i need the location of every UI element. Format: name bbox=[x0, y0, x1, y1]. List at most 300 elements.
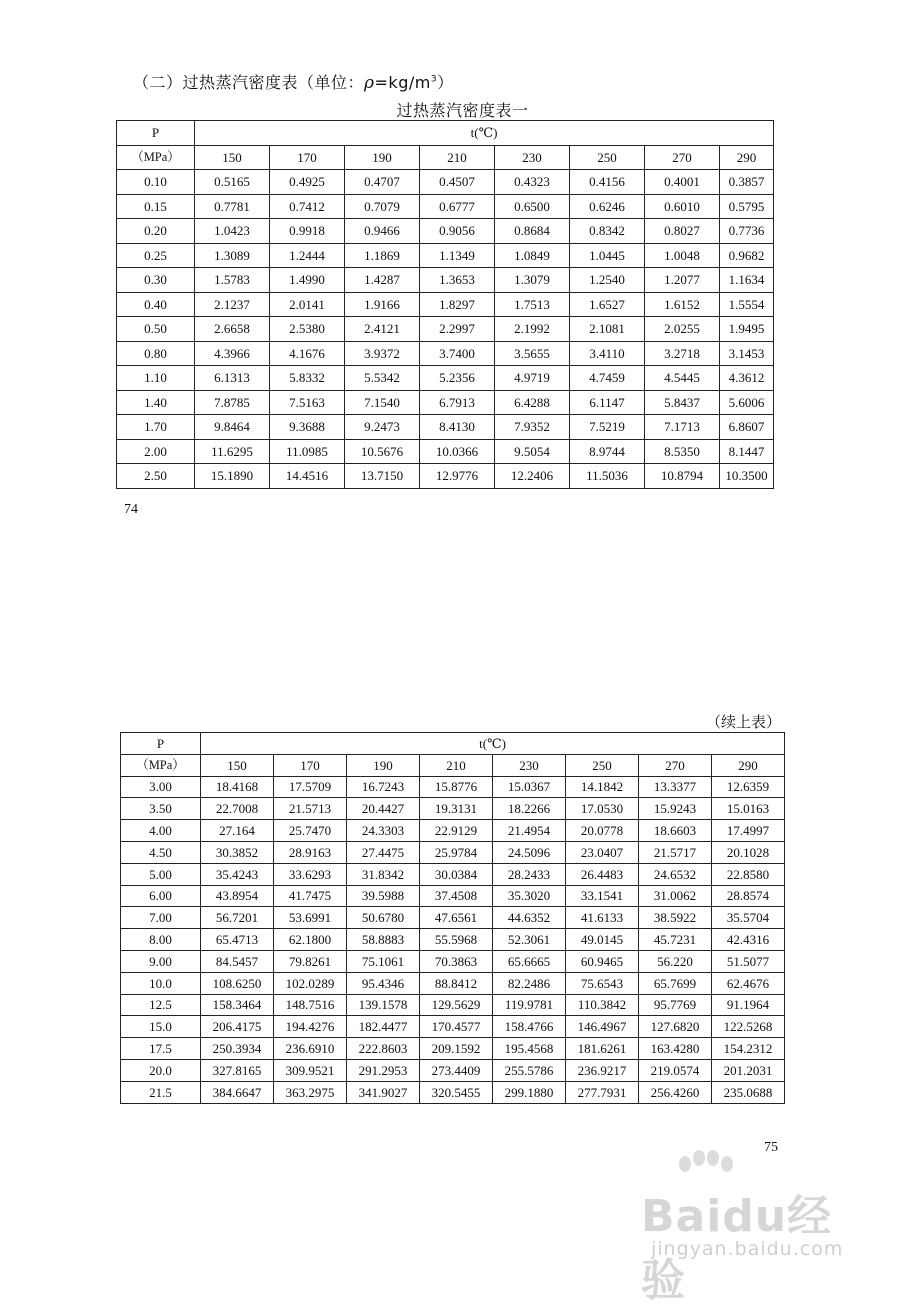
density-cell: 18.2266 bbox=[493, 798, 566, 820]
pressure-cell: 12.5 bbox=[121, 994, 201, 1016]
density-cell: 1.2540 bbox=[570, 268, 645, 293]
pressure-cell: 15.0 bbox=[121, 1016, 201, 1038]
table-row bbox=[117, 292, 774, 317]
density-cell: 1.7513 bbox=[495, 292, 570, 317]
density-cell: 17.0530 bbox=[566, 798, 639, 820]
density-cell: 0.9682 bbox=[720, 243, 774, 268]
density-cell: 18.6603 bbox=[639, 820, 712, 842]
density-cell: 24.5096 bbox=[493, 841, 566, 863]
density-cell: 236.6910 bbox=[274, 1038, 347, 1060]
density-cell: 0.3857 bbox=[720, 170, 774, 195]
density-cell: 31.8342 bbox=[347, 863, 420, 885]
density-cell: 8.9744 bbox=[570, 439, 645, 464]
pressure-cell: 4.50 bbox=[121, 841, 201, 863]
density-cell: 1.8297 bbox=[420, 292, 495, 317]
density-cell: 2.5380 bbox=[270, 317, 345, 342]
density-cell: 2.4121 bbox=[345, 317, 420, 342]
density-cell: 236.9217 bbox=[566, 1059, 639, 1081]
density-cell: 4.9719 bbox=[495, 366, 570, 391]
density-cell: 1.6527 bbox=[570, 292, 645, 317]
temp-header-cell: 290 bbox=[712, 754, 785, 776]
density-cell: 65.4713 bbox=[201, 929, 274, 951]
pressure-cell: 7.00 bbox=[121, 907, 201, 929]
table1-body bbox=[117, 121, 774, 489]
density-cell: 0.9466 bbox=[345, 219, 420, 244]
density-cell: 3.1453 bbox=[720, 341, 774, 366]
density-cell: 181.6261 bbox=[566, 1038, 639, 1060]
density-cell: 15.8776 bbox=[420, 776, 493, 798]
density-cell: 15.1890 bbox=[195, 464, 270, 489]
density-cell: 17.4997 bbox=[712, 820, 785, 842]
table-row bbox=[117, 170, 774, 195]
density-cell: 27.164 bbox=[201, 820, 274, 842]
density-cell: 148.7516 bbox=[274, 994, 347, 1016]
density-cell: 0.4707 bbox=[345, 170, 420, 195]
p-label: P bbox=[121, 733, 201, 755]
density-cell: 255.5786 bbox=[493, 1059, 566, 1081]
temp-header-cell: 150 bbox=[195, 145, 270, 170]
density-cell: 33.6293 bbox=[274, 863, 347, 885]
density-cell: 250.3934 bbox=[201, 1038, 274, 1060]
temp-header-cell: 210 bbox=[420, 754, 493, 776]
t-label: t(℃) bbox=[195, 121, 774, 146]
density-cell: 11.6295 bbox=[195, 439, 270, 464]
density-cell: 37.4508 bbox=[420, 885, 493, 907]
density-cell: 15.0163 bbox=[712, 798, 785, 820]
density-cell: 9.8464 bbox=[195, 415, 270, 440]
density-cell: 7.5163 bbox=[270, 390, 345, 415]
density-cell: 3.4110 bbox=[570, 341, 645, 366]
density-cell: 6.4288 bbox=[495, 390, 570, 415]
density-cell: 127.6820 bbox=[639, 1016, 712, 1038]
density-cell: 0.6777 bbox=[420, 194, 495, 219]
density-cell: 24.6532 bbox=[639, 863, 712, 885]
density-cell: 1.4990 bbox=[270, 268, 345, 293]
density-cell: 20.4427 bbox=[347, 798, 420, 820]
pressure-cell: 1.10 bbox=[117, 366, 195, 391]
density-cell: 3.5655 bbox=[495, 341, 570, 366]
density-cell: 91.1964 bbox=[712, 994, 785, 1016]
density-cell: 11.0985 bbox=[270, 439, 345, 464]
rho-symbol: ρ bbox=[364, 73, 375, 93]
density-cell: 4.3966 bbox=[195, 341, 270, 366]
table-row bbox=[121, 885, 785, 907]
density-cell: 56.220 bbox=[639, 950, 712, 972]
density-cell: 28.8574 bbox=[712, 885, 785, 907]
density-cell: 4.7459 bbox=[570, 366, 645, 391]
density-cell: 75.6543 bbox=[566, 972, 639, 994]
table-row bbox=[117, 464, 774, 489]
table-row bbox=[117, 415, 774, 440]
table-row bbox=[121, 798, 785, 820]
page-number-74: 74 bbox=[124, 502, 138, 517]
density-cell: 49.0145 bbox=[566, 929, 639, 951]
density-cell: 5.2356 bbox=[420, 366, 495, 391]
pressure-cell: 5.00 bbox=[121, 863, 201, 885]
density-cell: 43.8954 bbox=[201, 885, 274, 907]
density-cell: 9.3688 bbox=[270, 415, 345, 440]
density-cell: 82.2486 bbox=[493, 972, 566, 994]
table2-body bbox=[121, 733, 785, 1104]
temp-header-cell: 230 bbox=[493, 754, 566, 776]
density-cell: 95.7769 bbox=[639, 994, 712, 1016]
density-cell: 6.1147 bbox=[570, 390, 645, 415]
density-cell: 56.7201 bbox=[201, 907, 274, 929]
table1-header-row-2 bbox=[117, 145, 774, 170]
pressure-cell: 10.0 bbox=[121, 972, 201, 994]
density-cell: 341.9027 bbox=[347, 1081, 420, 1103]
density-cell: 21.4954 bbox=[493, 820, 566, 842]
density-cell: 0.4507 bbox=[420, 170, 495, 195]
density-cell: 1.1869 bbox=[345, 243, 420, 268]
density-cell: 2.2997 bbox=[420, 317, 495, 342]
density-cell: 10.3500 bbox=[720, 464, 774, 489]
pressure-cell: 17.5 bbox=[121, 1038, 201, 1060]
density-cell: 1.0445 bbox=[570, 243, 645, 268]
density-cell: 39.5988 bbox=[347, 885, 420, 907]
density-cell: 35.5704 bbox=[712, 907, 785, 929]
density-cell: 25.7470 bbox=[274, 820, 347, 842]
density-cell: 12.2406 bbox=[495, 464, 570, 489]
density-cell: 62.1800 bbox=[274, 929, 347, 951]
section-heading bbox=[133, 70, 454, 93]
density-cell: 30.3852 bbox=[201, 841, 274, 863]
heading-prefix: （二）过热蒸汽密度表（单位： bbox=[133, 73, 365, 92]
density-cell: 0.4323 bbox=[495, 170, 570, 195]
heading-unit: =kg/m bbox=[374, 73, 431, 92]
density-cell: 14.1842 bbox=[566, 776, 639, 798]
density-table-2 bbox=[120, 732, 785, 1104]
density-cell: 22.9129 bbox=[420, 820, 493, 842]
density-cell: 41.7475 bbox=[274, 885, 347, 907]
table-row bbox=[117, 390, 774, 415]
p-unit: （MPa） bbox=[121, 754, 201, 776]
density-cell: 95.4346 bbox=[347, 972, 420, 994]
density-cell: 219.0574 bbox=[639, 1059, 712, 1081]
density-cell: 17.5709 bbox=[274, 776, 347, 798]
p-label: P bbox=[117, 121, 195, 146]
pressure-cell: 3.00 bbox=[121, 776, 201, 798]
table-row bbox=[121, 841, 785, 863]
density-cell: 88.8412 bbox=[420, 972, 493, 994]
page-number-75: 75 bbox=[764, 1140, 778, 1155]
temp-header-cell: 270 bbox=[645, 145, 720, 170]
density-cell: 65.7699 bbox=[639, 972, 712, 994]
table-row bbox=[121, 972, 785, 994]
density-cell: 0.4156 bbox=[570, 170, 645, 195]
density-cell: 299.1880 bbox=[493, 1081, 566, 1103]
density-cell: 7.8785 bbox=[195, 390, 270, 415]
density-cell: 35.3020 bbox=[493, 885, 566, 907]
density-cell: 7.1540 bbox=[345, 390, 420, 415]
density-cell: 19.3131 bbox=[420, 798, 493, 820]
density-cell: 3.2718 bbox=[645, 341, 720, 366]
density-cell: 15.0367 bbox=[493, 776, 566, 798]
density-cell: 10.8794 bbox=[645, 464, 720, 489]
density-cell: 102.0289 bbox=[274, 972, 347, 994]
density-cell: 12.6359 bbox=[712, 776, 785, 798]
density-cell: 108.6250 bbox=[201, 972, 274, 994]
density-cell: 28.9163 bbox=[274, 841, 347, 863]
density-cell: 11.5036 bbox=[570, 464, 645, 489]
density-cell: 122.5268 bbox=[712, 1016, 785, 1038]
density-cell: 28.2433 bbox=[493, 863, 566, 885]
table-row bbox=[121, 820, 785, 842]
table-row bbox=[121, 994, 785, 1016]
table1-header-row-1 bbox=[117, 121, 774, 146]
density-cell: 320.5455 bbox=[420, 1081, 493, 1103]
density-cell: 2.1237 bbox=[195, 292, 270, 317]
density-cell: 14.4516 bbox=[270, 464, 345, 489]
density-cell: 291.2953 bbox=[347, 1059, 420, 1081]
table-row bbox=[121, 1081, 785, 1103]
pressure-cell: 0.50 bbox=[117, 317, 195, 342]
pressure-cell: 0.30 bbox=[117, 268, 195, 293]
density-cell: 1.3653 bbox=[420, 268, 495, 293]
density-cell: 52.3061 bbox=[493, 929, 566, 951]
density-cell: 22.7008 bbox=[201, 798, 274, 820]
heading-unit-exponent: 3 bbox=[430, 74, 438, 85]
density-cell: 38.5922 bbox=[639, 907, 712, 929]
density-cell: 84.5457 bbox=[201, 950, 274, 972]
density-cell: 163.4280 bbox=[639, 1038, 712, 1060]
temp-header-cell: 170 bbox=[270, 145, 345, 170]
density-cell: 154.2312 bbox=[712, 1038, 785, 1060]
pressure-cell: 0.25 bbox=[117, 243, 195, 268]
density-cell: 26.4483 bbox=[566, 863, 639, 885]
density-cell: 10.5676 bbox=[345, 439, 420, 464]
density-cell: 41.6133 bbox=[566, 907, 639, 929]
pressure-cell: 1.70 bbox=[117, 415, 195, 440]
density-cell: 21.5717 bbox=[639, 841, 712, 863]
pressure-cell: 9.00 bbox=[121, 950, 201, 972]
pressure-cell: 20.0 bbox=[121, 1059, 201, 1081]
density-cell: 5.8332 bbox=[270, 366, 345, 391]
temp-header-cell: 250 bbox=[570, 145, 645, 170]
density-cell: 3.9372 bbox=[345, 341, 420, 366]
density-table-1 bbox=[116, 120, 774, 489]
density-cell: 53.6991 bbox=[274, 907, 347, 929]
density-cell: 0.9056 bbox=[420, 219, 495, 244]
pressure-cell: 21.5 bbox=[121, 1081, 201, 1103]
density-cell: 4.1676 bbox=[270, 341, 345, 366]
table-row bbox=[121, 950, 785, 972]
table-row bbox=[121, 1038, 785, 1060]
density-cell: 0.7781 bbox=[195, 194, 270, 219]
pressure-cell: 0.10 bbox=[117, 170, 195, 195]
density-cell: 50.6780 bbox=[347, 907, 420, 929]
table-row bbox=[117, 366, 774, 391]
density-cell: 3.7400 bbox=[420, 341, 495, 366]
density-cell: 31.0062 bbox=[639, 885, 712, 907]
density-cell: 13.7150 bbox=[345, 464, 420, 489]
density-cell: 5.5342 bbox=[345, 366, 420, 391]
density-cell: 201.2031 bbox=[712, 1059, 785, 1081]
density-cell: 44.6352 bbox=[493, 907, 566, 929]
density-cell: 129.5629 bbox=[420, 994, 493, 1016]
density-cell: 1.9166 bbox=[345, 292, 420, 317]
table-row bbox=[121, 863, 785, 885]
pressure-cell: 0.40 bbox=[117, 292, 195, 317]
continued-label: （续上表） bbox=[706, 713, 782, 731]
density-cell: 7.5219 bbox=[570, 415, 645, 440]
density-cell: 35.4243 bbox=[201, 863, 274, 885]
density-cell: 1.0423 bbox=[195, 219, 270, 244]
density-cell: 20.1028 bbox=[712, 841, 785, 863]
density-cell: 0.5165 bbox=[195, 170, 270, 195]
density-cell: 0.8342 bbox=[570, 219, 645, 244]
density-cell: 75.1061 bbox=[347, 950, 420, 972]
density-cell: 1.1634 bbox=[720, 268, 774, 293]
table-row bbox=[121, 1016, 785, 1038]
temp-header-cell: 270 bbox=[639, 754, 712, 776]
density-cell: 0.7079 bbox=[345, 194, 420, 219]
density-cell: 33.1541 bbox=[566, 885, 639, 907]
density-cell: 13.3377 bbox=[639, 776, 712, 798]
density-cell: 0.6500 bbox=[495, 194, 570, 219]
temp-header-cell: 170 bbox=[274, 754, 347, 776]
pressure-cell: 0.15 bbox=[117, 194, 195, 219]
density-cell: 235.0688 bbox=[712, 1081, 785, 1103]
density-cell: 55.5968 bbox=[420, 929, 493, 951]
density-cell: 22.8580 bbox=[712, 863, 785, 885]
density-cell: 15.9243 bbox=[639, 798, 712, 820]
density-cell: 6.7913 bbox=[420, 390, 495, 415]
density-cell: 327.8165 bbox=[201, 1059, 274, 1081]
temp-header-cell: 290 bbox=[720, 145, 774, 170]
pressure-cell: 1.40 bbox=[117, 390, 195, 415]
temp-header-cell: 250 bbox=[566, 754, 639, 776]
pressure-cell: 2.50 bbox=[117, 464, 195, 489]
baidu-logo: Baidu经验 bbox=[641, 1191, 833, 1306]
density-cell: 1.6152 bbox=[645, 292, 720, 317]
density-cell: 18.4168 bbox=[201, 776, 274, 798]
table-row bbox=[117, 268, 774, 293]
density-cell: 8.1447 bbox=[720, 439, 774, 464]
p-unit: （MPa） bbox=[117, 145, 195, 170]
density-cell: 9.2473 bbox=[345, 415, 420, 440]
density-cell: 0.7412 bbox=[270, 194, 345, 219]
temp-header-cell: 150 bbox=[201, 754, 274, 776]
density-cell: 158.3464 bbox=[201, 994, 274, 1016]
density-cell: 0.8684 bbox=[495, 219, 570, 244]
density-cell: 51.5077 bbox=[712, 950, 785, 972]
density-cell: 20.0778 bbox=[566, 820, 639, 842]
table-row bbox=[117, 219, 774, 244]
density-cell: 12.9776 bbox=[420, 464, 495, 489]
density-cell: 30.0384 bbox=[420, 863, 493, 885]
density-cell: 10.0366 bbox=[420, 439, 495, 464]
table-row bbox=[117, 317, 774, 342]
density-cell: 1.3079 bbox=[495, 268, 570, 293]
density-cell: 158.4766 bbox=[493, 1016, 566, 1038]
density-cell: 65.6665 bbox=[493, 950, 566, 972]
temp-header-cell: 190 bbox=[345, 145, 420, 170]
pressure-cell: 3.50 bbox=[121, 798, 201, 820]
density-cell: 21.5713 bbox=[274, 798, 347, 820]
density-cell: 1.5554 bbox=[720, 292, 774, 317]
table-row bbox=[117, 194, 774, 219]
watermark-url: jingyan.baidu.com bbox=[651, 1238, 844, 1260]
temp-header-cell: 190 bbox=[347, 754, 420, 776]
density-cell: 206.4175 bbox=[201, 1016, 274, 1038]
density-cell: 62.4676 bbox=[712, 972, 785, 994]
density-cell: 182.4477 bbox=[347, 1016, 420, 1038]
density-cell: 1.3089 bbox=[195, 243, 270, 268]
density-cell: 146.4967 bbox=[566, 1016, 639, 1038]
pressure-cell: 4.00 bbox=[121, 820, 201, 842]
table2-header-row-1 bbox=[121, 733, 785, 755]
density-cell: 7.1713 bbox=[645, 415, 720, 440]
table-row bbox=[121, 1059, 785, 1081]
density-cell: 0.9918 bbox=[270, 219, 345, 244]
table2-header-row-2 bbox=[121, 754, 785, 776]
density-cell: 58.8883 bbox=[347, 929, 420, 951]
density-cell: 5.6006 bbox=[720, 390, 774, 415]
density-cell: 1.2077 bbox=[645, 268, 720, 293]
density-cell: 23.0407 bbox=[566, 841, 639, 863]
density-cell: 70.3863 bbox=[420, 950, 493, 972]
density-cell: 2.6658 bbox=[195, 317, 270, 342]
density-cell: 222.8603 bbox=[347, 1038, 420, 1060]
pressure-cell: 8.00 bbox=[121, 929, 201, 951]
density-cell: 209.1592 bbox=[420, 1038, 493, 1060]
density-cell: 47.6561 bbox=[420, 907, 493, 929]
density-cell: 363.2975 bbox=[274, 1081, 347, 1103]
density-cell: 1.1349 bbox=[420, 243, 495, 268]
density-cell: 0.4925 bbox=[270, 170, 345, 195]
density-cell: 1.2444 bbox=[270, 243, 345, 268]
pressure-cell: 2.00 bbox=[117, 439, 195, 464]
baidu-watermark bbox=[641, 1150, 851, 1306]
density-cell: 1.0048 bbox=[645, 243, 720, 268]
temp-header-cell: 210 bbox=[420, 145, 495, 170]
density-cell: 0.4001 bbox=[645, 170, 720, 195]
density-cell: 170.4577 bbox=[420, 1016, 493, 1038]
density-cell: 384.6647 bbox=[201, 1081, 274, 1103]
density-cell: 6.1313 bbox=[195, 366, 270, 391]
table-row bbox=[117, 243, 774, 268]
table-row bbox=[121, 776, 785, 798]
density-cell: 24.3303 bbox=[347, 820, 420, 842]
density-cell: 309.9521 bbox=[274, 1059, 347, 1081]
density-cell: 1.9495 bbox=[720, 317, 774, 342]
density-cell: 0.6246 bbox=[570, 194, 645, 219]
density-cell: 45.7231 bbox=[639, 929, 712, 951]
density-cell: 139.1578 bbox=[347, 994, 420, 1016]
table-row bbox=[121, 907, 785, 929]
density-cell: 2.1081 bbox=[570, 317, 645, 342]
density-cell: 195.4568 bbox=[493, 1038, 566, 1060]
density-cell: 60.9465 bbox=[566, 950, 639, 972]
density-cell: 1.5783 bbox=[195, 268, 270, 293]
pressure-cell: 0.80 bbox=[117, 341, 195, 366]
density-cell: 110.3842 bbox=[566, 994, 639, 1016]
t-label: t(℃) bbox=[201, 733, 785, 755]
density-cell: 194.4276 bbox=[274, 1016, 347, 1038]
density-cell: 5.8437 bbox=[645, 390, 720, 415]
density-cell: 0.8027 bbox=[645, 219, 720, 244]
density-cell: 256.4260 bbox=[639, 1081, 712, 1103]
table1-title: 过热蒸汽密度表一 bbox=[396, 101, 529, 120]
density-cell: 2.0141 bbox=[270, 292, 345, 317]
density-cell: 1.0849 bbox=[495, 243, 570, 268]
density-cell: 0.5795 bbox=[720, 194, 774, 219]
density-cell: 4.3612 bbox=[720, 366, 774, 391]
pressure-cell: 0.20 bbox=[117, 219, 195, 244]
density-cell: 2.1992 bbox=[495, 317, 570, 342]
density-cell: 8.5350 bbox=[645, 439, 720, 464]
